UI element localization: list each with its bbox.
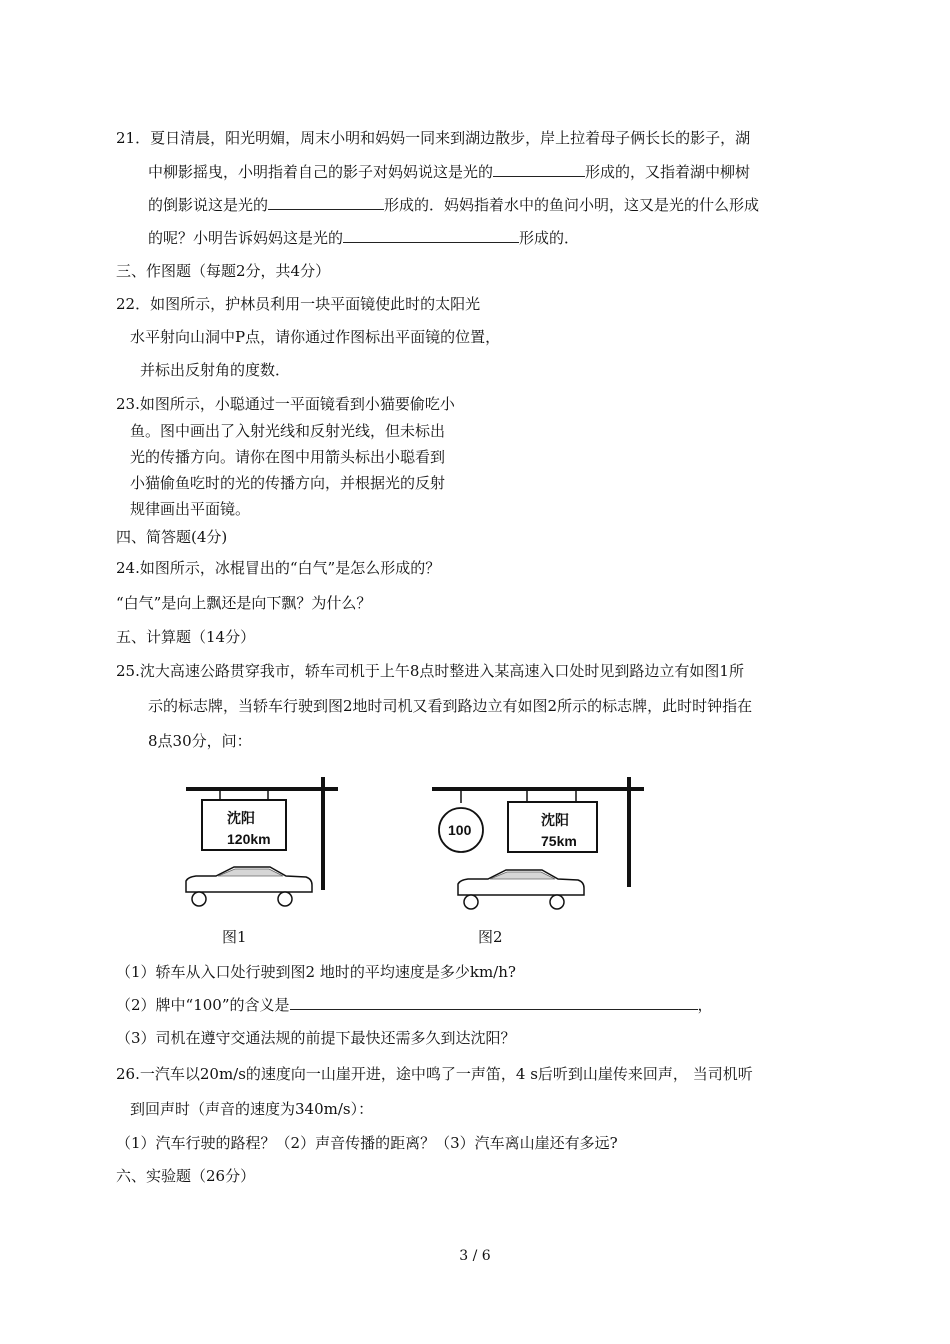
section-5-heading: 五、计算题（14分） (116, 628, 256, 646)
fig1-car-wheel-rear (278, 892, 292, 906)
q26-line1: 26.一汽车以20m/s的速度向一山崖开进，途中鸣了一声笛，4 s后听到山崖传来回声， 当司机听 (116, 1065, 753, 1083)
q25-sub2-blank[interactable] (290, 995, 698, 1010)
q23-line2: 鱼。图中画出了入射光线和反射光线，但未标出 (130, 422, 446, 440)
q24-line2: “白气”是向上飘还是向下飘？为什么？ (116, 594, 372, 612)
section-6-heading: 六、实验题（26分） (116, 1167, 256, 1185)
q23-line4: 小猫偷鱼吃时的光的传播方向，并根据光的反射 (130, 474, 446, 492)
q22-line2: 水平射向山洞中P点，请你通过作图标出平面镜的位置， (130, 328, 501, 346)
section-4-heading: 四、简答题(4分) (116, 528, 228, 546)
fig2-car-wheel-front (464, 895, 478, 909)
q25-sub1: （1）轿车从入口处行驶到图2 地时的平均速度是多少km/h? (116, 963, 516, 981)
q26-line3: （1）汽车行驶的路程？（2）声音传播的距离？（3）汽车离山崖还有多远? (116, 1134, 618, 1152)
q25-line3: 8点30分，问： (148, 732, 252, 750)
page-number: 3 / 6 (459, 1248, 491, 1264)
fig2-car-wheel-rear (550, 895, 564, 909)
q26-line2: 到回声时（声音的速度为340m/s）： (130, 1100, 374, 1118)
fig2-sign-distance: 75km (541, 833, 577, 849)
fig2-caption: 图2 (478, 928, 503, 946)
q21-line4: 的呢？小明告诉妈妈这是光的 形成的． (148, 229, 580, 247)
fig1-car-wheel-front (192, 892, 206, 906)
fig1-sign-city: 沈阳 (227, 810, 255, 826)
fig2-sign-city: 沈阳 (541, 812, 569, 828)
q21-line1: 21．夏日清晨，阳光明媚，周末小明和妈妈一同来到湖边散步，岸上拉着母子俩长长的影子，湖 (116, 129, 751, 147)
q23-line1: 23.如图所示，小聪通过一平面镜看到小猫要偷吃小 (116, 395, 455, 413)
q25-line1: 25.沈大高速公路贯穿我市，轿车司机于上午8点时整进入某高速入口处时见到路边立有如图1所 (116, 662, 744, 680)
q24-line1: 24.如图所示，冰棍冒出的“白气”是怎么形成的？ (116, 559, 441, 577)
fig2-speed-limit-value: 100 (448, 822, 472, 838)
q21-blank1[interactable] (493, 162, 585, 177)
q21-line2: 中柳影摇曳，小明指着自己的影子对妈妈说这是光的 形成的，又指着湖中柳树 (148, 163, 751, 181)
q21-blank2[interactable] (268, 195, 384, 210)
q22-line3: 并标出反射角的度数． (140, 361, 291, 379)
fig1-caption: 图1 (222, 928, 247, 946)
q25-line2: 示的标志牌，当轿车行驶到图2地时司机又看到路边立有如图2所示的标志牌，此时时钟指在 (148, 697, 753, 715)
q25-sub3: （3）司机在遵守交通法规的前提下最快还需多久到达沈阳？ (116, 1029, 516, 1047)
fig1-sign-distance: 120km (227, 831, 271, 847)
q22-line1: 22．如图所示，护林员利用一块平面镜使此时的太阳光 (116, 295, 481, 313)
q21-blank3[interactable] (343, 228, 519, 243)
figure-2-road-sign (430, 775, 650, 915)
q25-sub2: （2）牌中“100”的含义是 ， (116, 996, 713, 1014)
q23-line5: 规律画出平面镜。 (130, 500, 251, 518)
section-3-heading: 三、作图题（每题2分，共4分） (116, 262, 331, 280)
q21-line3: 的倒影说这是光的 形成的．妈妈指着水中的鱼问小明，这又是光的什么形成 (148, 196, 760, 214)
q23-line3: 光的传播方向。请你在图中用箭头标出小聪看到 (130, 448, 446, 466)
